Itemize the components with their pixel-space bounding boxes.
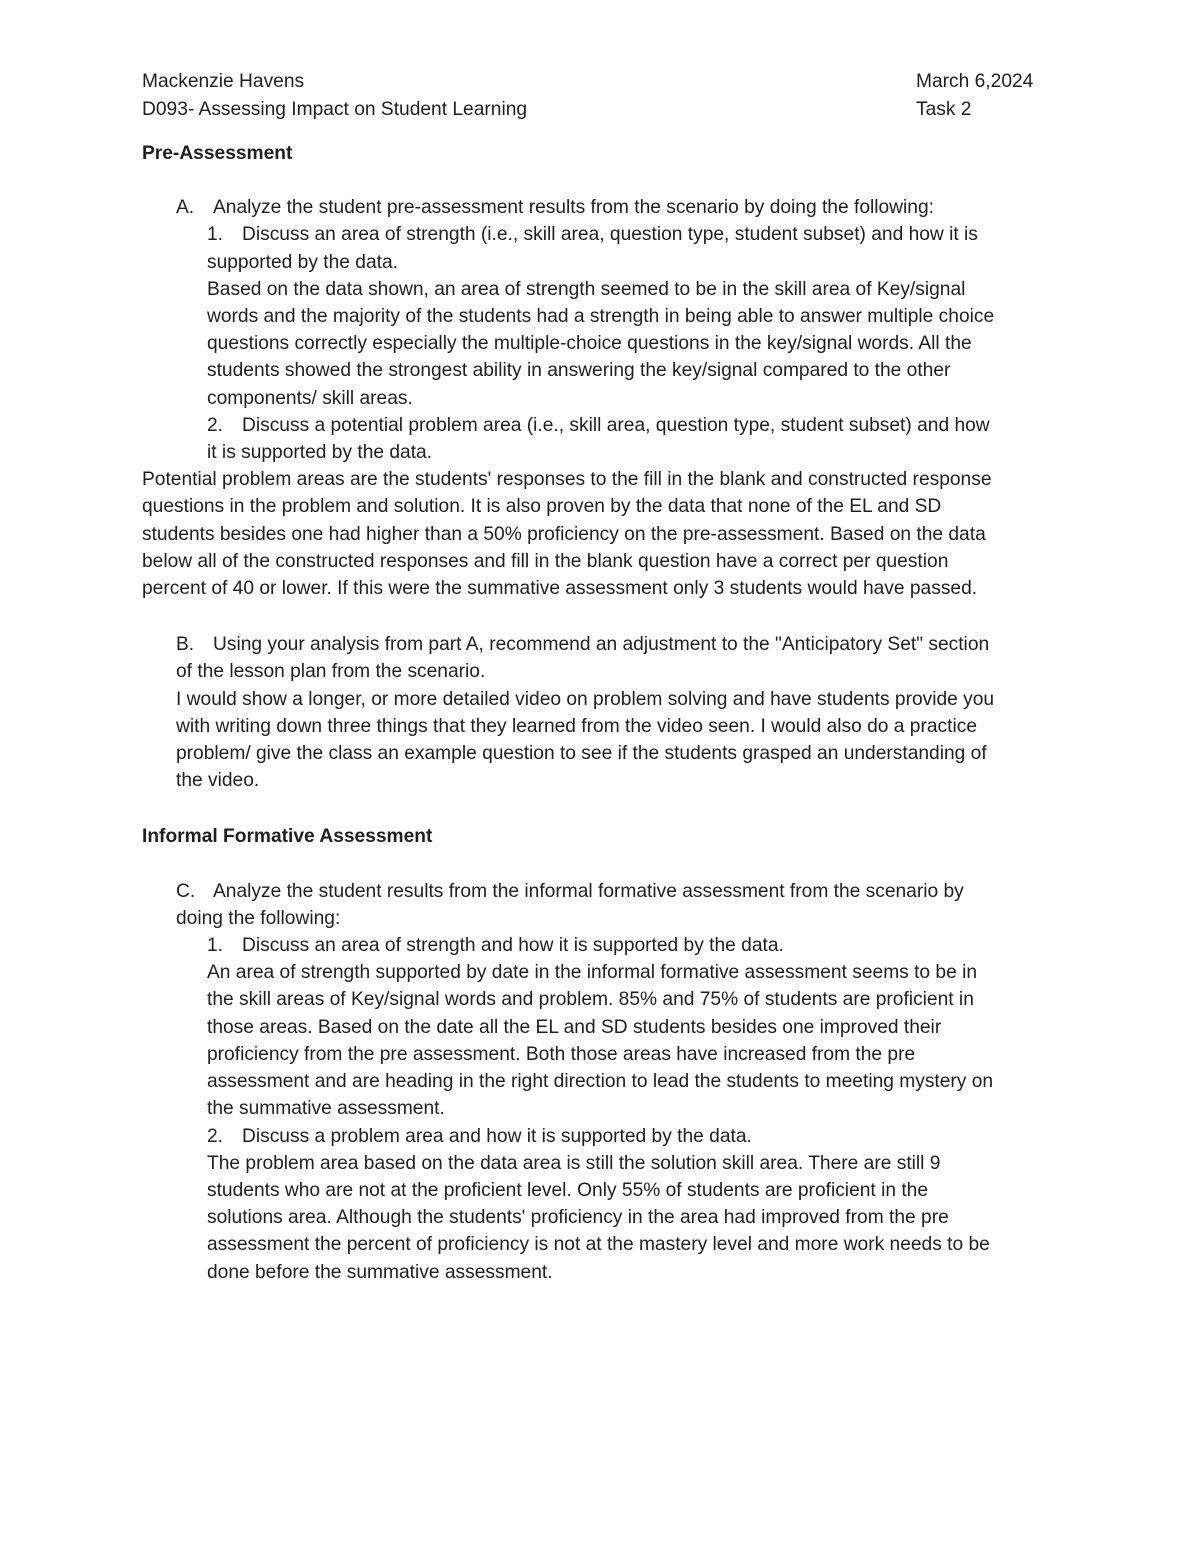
question-a bbox=[142, 194, 1058, 221]
answer-c2-line: students who are not at the proficient level. Only 55% of students are proficient in the bbox=[207, 1179, 929, 1201]
question-a1-prompt: 1. Discuss an area of strength (i.e., skill area, question type, student subset) and how it is bbox=[207, 221, 1058, 248]
answer-c1-line: the summative assessment. bbox=[207, 1098, 445, 1120]
course-title: D093- Assessing Impact on Student Learning bbox=[142, 99, 528, 120]
answer-a1-line: students showed the strongest ability in answering the key/signal compared to the other bbox=[207, 360, 951, 382]
answer-b-line: I would show a longer, or more detailed video on problem solving and have students provide you bbox=[176, 688, 995, 710]
answer-a1-line: components/ skill areas. bbox=[207, 387, 413, 409]
answer-a2-line: percent of 40 or lower. If this were the summative assessment only 3 students would have passed. bbox=[142, 578, 978, 600]
author-name: Mackenzie Havens bbox=[142, 71, 305, 92]
answer-c1-line: those areas. Based on the date all the EL and SD students besides one improved their bbox=[207, 1016, 942, 1038]
answer-a1-line: questions correctly especially the multiple-choice questions in the key/signal words. All the bbox=[207, 333, 972, 355]
answer-b-line: the video. bbox=[176, 770, 260, 792]
section-heading-informal-formative: Informal Formative Assessment bbox=[142, 826, 433, 848]
answer-c2-line: assessment the percent of proficiency is not at the mastery level and more work needs to be bbox=[207, 1234, 990, 1256]
answer-b-line: with writing down three things that they learned from the video seen. I would also do a practice bbox=[176, 715, 977, 737]
answer-c2-line: solutions area. Although the students' proficiency in the area had improved from the pre bbox=[207, 1207, 949, 1229]
answer-a1-line: words and the majority of the students had a strength in being able to answer multiple choice bbox=[207, 306, 995, 328]
answer-c1-line: proficiency from the pre assessment. Both those areas have increased from the pre bbox=[207, 1043, 916, 1065]
question-c1-label: 1. bbox=[207, 935, 224, 957]
question-a2-label: 2. bbox=[207, 414, 224, 436]
document-page bbox=[142, 68, 1058, 1286]
question-b-prompt-cont: of the lesson plan from the scenario. bbox=[176, 661, 486, 683]
question-a2-prompt-cont: it is supported by the data. bbox=[207, 442, 433, 464]
question-a1-prompt-cont: supported by the data. bbox=[207, 251, 398, 273]
answer-a2 bbox=[142, 466, 1058, 602]
question-c2-label: 2. bbox=[207, 1125, 224, 1147]
answer-c1-line: An area of strength supported by date in the informal formative assessment seems to be in bbox=[207, 962, 978, 984]
question-c-prompt-cont: doing the following: bbox=[176, 907, 341, 929]
header-line-1 bbox=[142, 68, 1058, 96]
question-a-label: A. bbox=[176, 197, 195, 219]
question-a1 bbox=[142, 221, 1058, 466]
question-c-parts bbox=[142, 932, 1058, 1286]
document-date: March 6,2024 bbox=[916, 71, 1034, 92]
question-c2-prompt: 2. Discuss a problem area and how it is supported by the data. bbox=[207, 1123, 1058, 1150]
answer-a2-line: below all of the constructed responses and fill in the blank question have a correct per question bbox=[142, 550, 949, 572]
question-b-label: B. bbox=[176, 634, 195, 656]
answer-b-line: problem/ give the class an example question to see if the students grasped an understanding of bbox=[176, 743, 987, 765]
answer-a2-line: students besides one had higher than a 50% proficiency on the pre-assessment. Based on the data bbox=[142, 523, 986, 545]
header-line-2 bbox=[142, 96, 1058, 124]
question-a1-label: 1. bbox=[207, 224, 224, 246]
answer-a2-line: questions in the problem and solution. It is also proven by the data that none of the EL and SD bbox=[142, 496, 942, 518]
question-c-prompt: C. Analyze the student results from the informal formative assessment from the scenario by bbox=[176, 878, 1058, 905]
question-c1-prompt: 1. Discuss an area of strength and how it is supported by the data. bbox=[207, 932, 1058, 959]
answer-c2-line: done before the summative assessment. bbox=[207, 1261, 553, 1283]
question-a2-prompt: 2. Discuss a potential problem area (i.e., skill area, question type, student subset) and how bbox=[207, 412, 1058, 439]
answer-c1-line: assessment and are heading in the right direction to lead the students to meeting mystery on bbox=[207, 1071, 994, 1093]
answer-c2-line: The problem area based on the data area is still the solution skill area. There are still 9 bbox=[207, 1152, 941, 1174]
question-a-prompt: A. Analyze the student pre-assessment results from the scenario by doing the following: bbox=[176, 194, 1058, 221]
question-b-prompt: B. Using your analysis from part A, recommend an adjustment to the "Anticipatory Set" section bbox=[176, 631, 1058, 658]
answer-a2-line: Potential problem areas are the students' responses to the fill in the blank and constructed response bbox=[142, 469, 992, 491]
answer-a1-line: Based on the data shown, an area of strength seemed to be in the skill area of Key/signal bbox=[207, 278, 966, 300]
question-c bbox=[142, 878, 1058, 932]
answer-c1-line: the skill areas of Key/signal words and problem. 85% and 75% of students are proficient in bbox=[207, 989, 974, 1011]
question-b bbox=[142, 631, 1058, 794]
task-label: Task 2 bbox=[916, 99, 972, 120]
question-c-label: C. bbox=[176, 880, 196, 902]
section-heading-pre-assessment: Pre-Assessment bbox=[142, 143, 293, 164]
